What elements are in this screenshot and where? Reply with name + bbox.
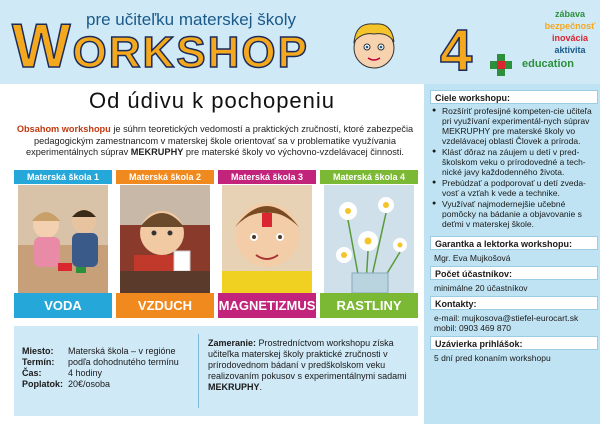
school-card-1 — [14, 170, 112, 318]
school-card-4 — [320, 170, 418, 318]
count-value: minimálne 20 účastníkov — [434, 283, 528, 293]
contact-title: Kontakty: — [430, 296, 598, 310]
logo-rest: ORKSHOP — [72, 28, 310, 77]
goals-list — [430, 104, 598, 232]
fact-label: Termín: — [22, 357, 55, 367]
school-header: Materská škola 1 — [14, 170, 112, 184]
goal-item: ● Rozšíriť profesijné kompeten-cie učiteľa pri využívaní experimentál-nych súprav MEKRUPHY pre materské školy vo vzdelávacej oblasti Človek a príroda. — [432, 106, 596, 146]
fact-label: Čas: — [22, 368, 42, 378]
fact-value: podľa dohodnutého termínu — [68, 357, 179, 367]
intro-tail: pre materské školy vo výchovno-vzdelávacej činnosti. — [185, 147, 404, 157]
email-link[interactable]: e-mail: mujkosova@stiefel-eurocart.sk — [434, 313, 579, 323]
intro-paragraph — [16, 124, 414, 159]
goal-item: ● Využívať najmodernejšie učebné pomôcky na bádanie a objavovanie s deťmi v materskej škole. — [432, 199, 596, 229]
header-subtitle: pre učiteľku materskej školy — [86, 10, 296, 29]
page-title: Od údivu k pochopeniu — [88, 88, 336, 113]
intro-lead: Obsahom workshopu — [16, 124, 111, 134]
fact-label: Miesto: — [22, 346, 54, 356]
school-header: Materská škola 4 — [320, 170, 418, 184]
header-banner — [0, 0, 600, 84]
focus-text: Prostredníctvom workshopu získa učiteľka materskej školy praktické zručnosti v prírodovednom bádaní v predškolskom veku realizovaním pokusov s experimentálnymi sadami — [208, 338, 407, 381]
fact-value: 4 hodiny — [68, 368, 103, 378]
guarantee-title: Garantka a lektorka workshopu: — [430, 236, 598, 250]
logo-first-letter: W — [12, 12, 73, 81]
intro-brand: MEKRUPHY — [130, 147, 184, 157]
school-header: Materská škola 3 — [218, 170, 316, 184]
keyword: aktivita — [554, 45, 586, 55]
goals-title: Ciele workshopu: — [430, 90, 598, 104]
goal-item: ● Prebúdzať a podporovať u detí zveda-vosť a vzťah k vede a technike. — [432, 178, 596, 198]
deadline-value: 5 dní pred konaním workshopu — [434, 353, 551, 363]
workshop-facts — [22, 346, 188, 390]
school-topic: VODA — [14, 293, 112, 318]
plus-icon — [490, 54, 512, 76]
school-photo-water — [18, 185, 108, 293]
child-illustration-icon — [344, 14, 404, 74]
fact-value: 20€/osoba — [68, 379, 111, 389]
school-photo-magnetism — [222, 185, 312, 293]
sidebar — [430, 90, 598, 366]
focus-label: Zameranie: — [208, 338, 257, 348]
mobile-number: mobil: 0903 469 870 — [434, 323, 512, 333]
keyword: bezpečnosť — [544, 21, 596, 31]
main-content — [0, 84, 424, 424]
keyword: zábava — [554, 9, 586, 19]
workshop-logo — [12, 14, 342, 80]
school-cards — [14, 170, 418, 318]
focus-brand: MEKRUPHY — [208, 382, 260, 392]
school-topic: MAGNETIZMUS — [218, 293, 316, 318]
info-divider — [198, 334, 199, 408]
school-card-2 — [116, 170, 214, 318]
school-topic: VZDUCH — [116, 293, 214, 318]
school-header: Materská škola 2 — [116, 170, 214, 184]
school-photo-plants — [324, 185, 414, 293]
school-photo-air — [120, 185, 210, 293]
age-education-label: education — [522, 58, 574, 70]
focus-paragraph — [208, 338, 414, 393]
focus-tail: . — [259, 382, 263, 392]
contact-block — [430, 310, 598, 336]
age-number: 4 — [440, 18, 473, 83]
deadline-title: Uzávierka prihlášok: — [430, 336, 598, 350]
keyword: inovácia — [551, 33, 589, 43]
age-badge — [430, 8, 600, 84]
count-title: Počet účastníkov: — [430, 266, 598, 280]
fact-value: Materská škola – v regióne — [68, 346, 176, 356]
age-keywords — [540, 8, 600, 56]
goal-item: ● Klásť dôraz na záujem u detí v pred-školskom veku o prírodovedné a tech-nické javy každodenného života. — [432, 147, 596, 177]
guarantee-value: Mgr. Eva Mujkošová — [434, 253, 511, 263]
school-topic: RASTLINY — [320, 293, 418, 318]
intro-text: je súhrn teoretických vedomostí a praktických zručností, ktoré zabezpečia pedagogickým zamestnancom v materskej škole orientovať sa v problematike využívania experimentálnych súprav — [26, 124, 414, 157]
fact-label: Poplatok: — [22, 379, 64, 389]
info-strip — [14, 326, 418, 416]
school-card-3 — [218, 170, 316, 318]
